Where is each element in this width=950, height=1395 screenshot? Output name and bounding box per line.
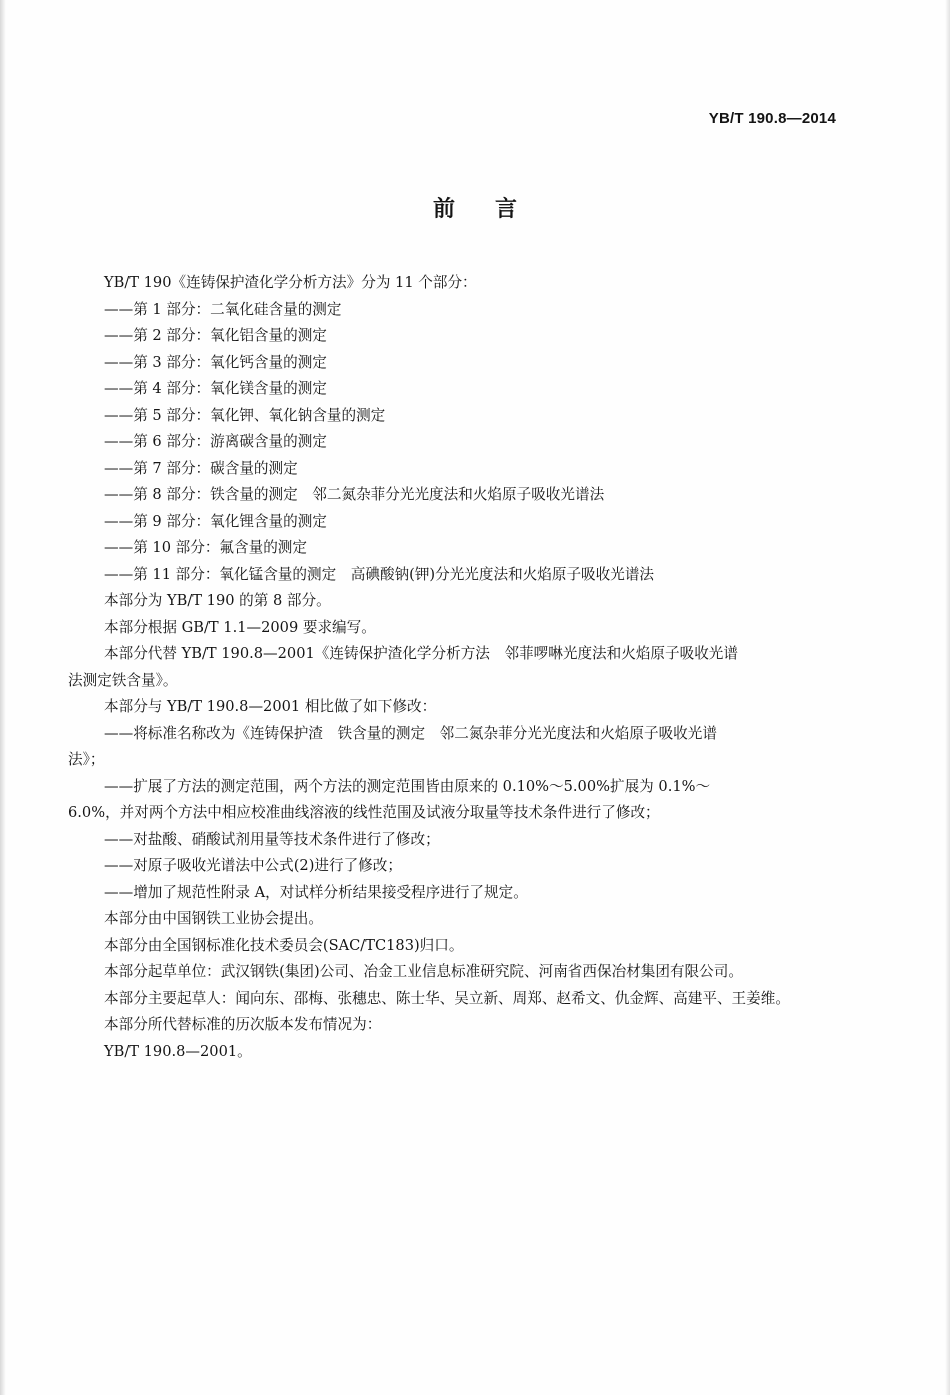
replacement-statement-line-2: 法测定铁含量》。 — [68, 671, 178, 689]
change-item-3: ——对盐酸、硝酸试剂用量等技术条件进行了修改； — [104, 830, 440, 848]
part-item-4: ——第 4 部分：氧化镁含量的测定 — [104, 380, 327, 397]
part-item-2: ——第 2 部分：氧化铝含量的测定 — [104, 327, 327, 344]
change-item-1-line-2: 法》； — [68, 751, 105, 768]
drafting-rule-statement: 本部分根据 GB/T 1.1—2009 要求编写。 — [104, 618, 376, 636]
foreword-body — [68, 270, 840, 1065]
part-item-10: ——第 10 部分：氟含量的测定 — [104, 539, 307, 556]
intro-paragraph: YB/T 190《连铸保护渣化学分析方法》分为 11 个部分： — [104, 274, 477, 291]
change-item-5: ——增加了规范性附录 A，对试样分析结果接受程序进行了规定。 — [104, 883, 528, 901]
standard-code: YB/T 190.8—2014 — [708, 110, 836, 127]
proposed-by-statement: 本部分由中国钢铁工业协会提出。 — [104, 910, 323, 927]
part-item-9: ——第 9 部分：氧化锂含量的测定 — [104, 512, 327, 530]
drafting-units-statement: 本部分起草单位：武汉钢铁(集团)公司、冶金工业信息标准研究院、河南省西保冶材集团有限公司。 — [104, 963, 743, 980]
part-item-3: ——第 3 部分：氧化钙含量的测定 — [104, 353, 327, 371]
history-intro: 本部分所代替标准的历次版本发布情况为： — [104, 1016, 382, 1033]
change-item-2-line-1: ——扩展了方法的测定范围，两个方法的测定范围皆由原来的 0.10%～5.00%扩展为 0.1%～ — [104, 777, 711, 795]
part-item-6: ——第 6 部分：游离碳含量的测定 — [104, 433, 327, 450]
change-item-2-line-2: 6.0%，并对两个方法中相应校准曲线溶液的线性范围及试液分取量等技术条件进行了修改； — [68, 804, 660, 821]
part-item-5: ——第 5 部分：氧化钾、氧化钠含量的测定 — [104, 406, 386, 424]
page-title: 前言 — [432, 197, 557, 222]
part-item-8: ——第 8 部分：铁含量的测定 邻二氮杂菲分光光度法和火焰原子吸收光谱法 — [104, 486, 605, 503]
part-item-11: ——第 11 部分：氧化锰含量的测定 高碘酸钠(钾)分光光度法和火焰原子吸收光谱法 — [104, 565, 655, 583]
part-item-7: ——第 7 部分：碳含量的测定 — [104, 459, 298, 477]
change-item-1-line-1: ——将标准名称改为《连铸保护渣 铁含量的测定 邻二氮杂菲分光光度法和火焰原子吸收光谱 — [104, 724, 717, 742]
part-statement: 本部分为 YB/T 190 的第 8 部分。 — [104, 592, 331, 609]
part-item-1: ——第 1 部分：二氧化硅含量的测定 — [104, 300, 342, 318]
centralized-by-statement: 本部分由全国钢标准化技术委员会(SAC/TC183)归口。 — [104, 936, 464, 954]
drafters-statement: 本部分主要起草人：闻向东、邵梅、张穗忠、陈士华、吴立新、周郑、赵希文、仇金辉、高建平、王姜维。 — [104, 989, 790, 1007]
replacement-statement-line-1: 本部分代替 YB/T 190.8—2001《连铸保护渣化学分析方法 邻菲啰啉光度法和火焰原子吸收光谱 — [104, 645, 738, 662]
change-item-4: ——对原子吸收光谱法中公式(2)进行了修改； — [104, 857, 402, 874]
history-item-1: YB/T 190.8—2001。 — [104, 1042, 252, 1060]
changes-intro: 本部分与 YB/T 190.8—2001 相比做了如下修改： — [104, 698, 437, 715]
